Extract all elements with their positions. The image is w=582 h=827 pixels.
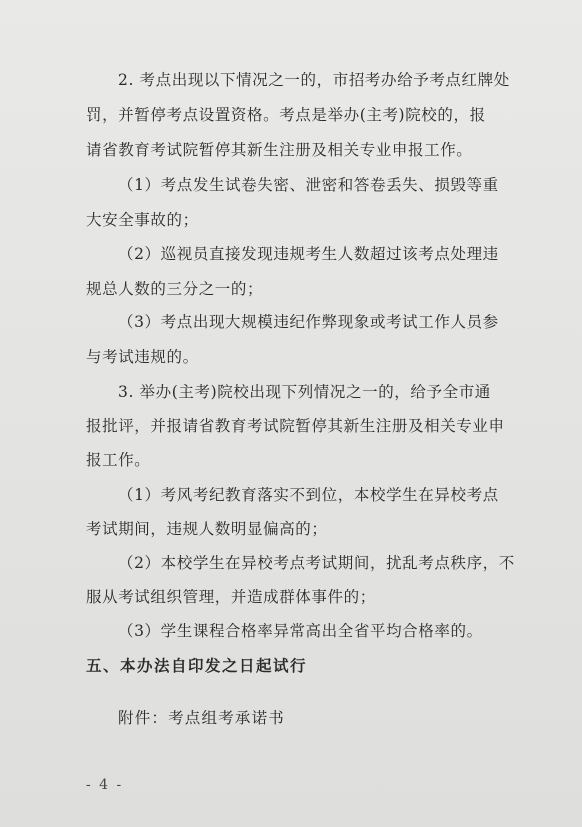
item-3-line-1: （3）考点出现大规模违纪作弊现象或考试工作人员参 (118, 313, 499, 331)
paragraph-3-line-2: 报批评，并报请省教育考试院暂停其新生注册及相关专业申 (86, 417, 505, 435)
attachment-note: 附件：考点组考承诺书 (118, 709, 286, 727)
paragraph-3-line-3: 报工作。 (86, 451, 151, 469)
item-1-line-2: 大安全事故的； (86, 211, 199, 229)
paragraph-3-line-1: 3. 举办(主考)院校出现下列情况之一的，给予全市通 (118, 383, 491, 401)
item-2-line-1: （2）巡视员直接发现违规考生人数超过该考点处理违 (118, 245, 499, 263)
item-3-line-2: 与考试违规的。 (86, 348, 199, 366)
paragraph-2-line-1: 2. 考点出现以下情况之一的，市招考办给予考点红牌处 (118, 71, 510, 89)
item-1-line-1: （1）考点发生试卷失密、泄密和答卷丢失、损毁等重 (118, 176, 499, 194)
item-2-line-2: 规总人数的三分之一的； (86, 280, 264, 298)
paragraph-2-line-3: 请省教育考试院暂停其新生注册及相关专业申报工作。 (86, 141, 473, 159)
page-number: - 4 - (86, 777, 124, 793)
sub-item-2-line-2: 服从考试组织管理，并造成群体事件的； (86, 588, 376, 606)
sub-item-1-line-1: （1）考风考纪教育落实不到位，本校学生在异校考点 (118, 486, 499, 504)
sub-item-2-line-1: （2）本校学生在异校考点考试期间，扰乱考点秩序，不 (118, 554, 515, 572)
sub-item-1-line-2: 考试期间，违规人数明显偏高的； (86, 520, 328, 538)
paragraph-2-line-2: 罚，并暂停考点设置资格。考点是举办(主考)院校的，报 (86, 106, 486, 124)
sub-item-3-line-1: （3）学生课程合格率异常高出全省平均合格率的。 (118, 622, 483, 640)
section-heading: 五、本办法自印发之日起试行 (86, 657, 308, 675)
